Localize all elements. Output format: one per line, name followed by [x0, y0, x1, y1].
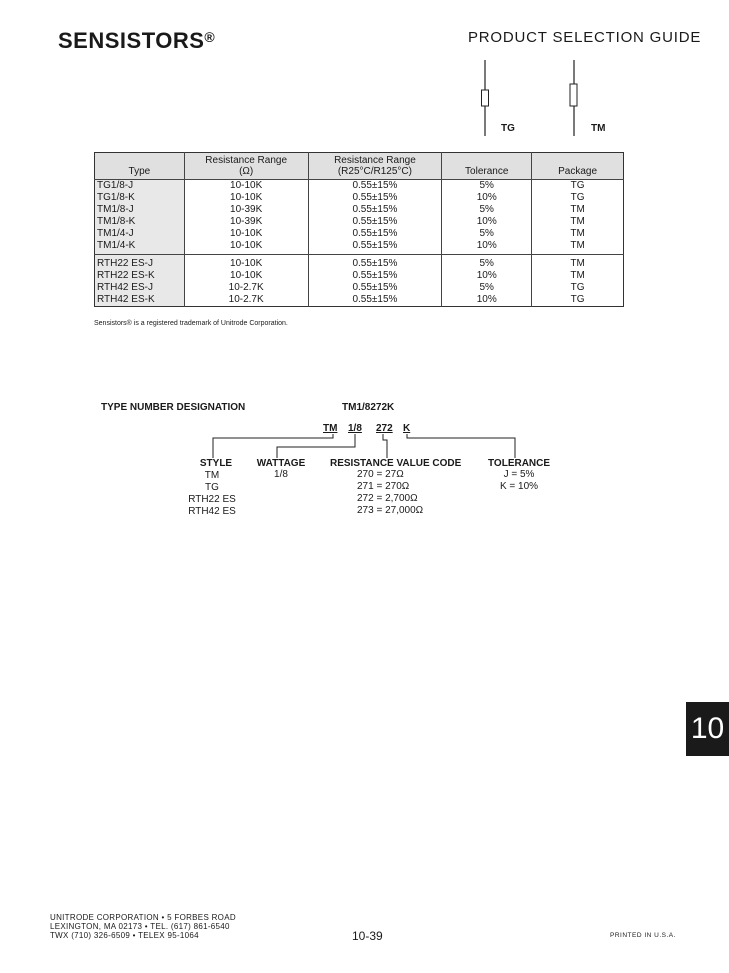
cell-package: TM — [532, 255, 624, 271]
cell-range: 10-39K — [184, 216, 308, 228]
cell-tolerance: 5% — [442, 204, 532, 216]
cell-tolerance: 10% — [442, 216, 532, 228]
cell-package: TM — [532, 270, 624, 282]
cell-ratio: 0.55±15% — [308, 216, 442, 228]
cell-type: RTH42 ES-J — [95, 282, 185, 294]
designation-example: TM1/8272K — [342, 402, 395, 413]
resistance-code-value: 273 = 27,000Ω — [357, 505, 424, 516]
cell-range: 10-2.7K — [184, 294, 308, 307]
table-row — [95, 282, 624, 294]
header-ratio-line2: (R25°C/R125°C) — [337, 166, 412, 177]
cell-package: TG — [532, 294, 624, 307]
cell-type: TM1/8-K — [95, 216, 185, 228]
cell-tolerance: 10% — [442, 192, 532, 204]
cell-range: 10-39K — [184, 204, 308, 216]
registered-mark: ® — [204, 29, 216, 45]
resistance-code-value: 271 = 270Ω — [357, 481, 410, 492]
table-header-row — [95, 153, 624, 180]
header-type: Type — [95, 153, 185, 180]
wattage-heading: WATTAGE — [256, 458, 306, 469]
printed-in: PRINTED IN U.S.A. — [610, 932, 676, 939]
cell-tolerance: 5% — [442, 180, 532, 193]
cell-range: 10-2.7K — [184, 282, 308, 294]
package-drawings — [470, 58, 600, 138]
tg-package-label: TG — [501, 123, 515, 134]
tm-package-label: TM — [591, 123, 606, 134]
cell-ratio: 0.55±15% — [308, 240, 442, 255]
footer-address — [50, 913, 236, 940]
tg-package-drawing — [482, 60, 489, 136]
designation-connector-lines — [205, 434, 525, 460]
resistance-code-column — [330, 458, 462, 517]
header-range-line2: (Ω) — [239, 166, 254, 177]
table-row — [95, 216, 624, 228]
wattage-column — [255, 458, 307, 481]
resistance-code-value: 270 = 27Ω — [357, 469, 404, 480]
style-value: TM — [204, 470, 220, 481]
cell-tolerance: 5% — [442, 282, 532, 294]
cell-type: TG1/8-K — [95, 192, 185, 204]
style-value: TG — [205, 482, 219, 493]
cell-ratio: 0.55±15% — [308, 255, 442, 271]
cell-type: RTH22 ES-K — [95, 270, 185, 282]
footer-line: LEXINGTON, MA 02173 • TEL. (617) 861-6540 — [50, 922, 230, 931]
cell-tolerance: 5% — [442, 228, 532, 240]
code-part-style: TM — [323, 423, 338, 434]
header-resistance-ratio — [308, 153, 442, 180]
code-part-tolerance: K — [403, 423, 411, 434]
table-row — [95, 294, 624, 307]
cell-package: TG — [532, 282, 624, 294]
tolerance-column — [488, 458, 550, 493]
cell-ratio: 0.55±15% — [308, 282, 442, 294]
style-column — [196, 458, 236, 469]
header-package: Package — [532, 153, 624, 180]
cell-type: TM1/4-K — [95, 240, 185, 255]
tolerance-value: K = 10% — [499, 481, 539, 492]
trademark-note: Sensistors® is a registered trademark of Unitrode Corporation. — [94, 320, 288, 327]
table-row — [95, 180, 624, 193]
cell-range: 10-10K — [184, 192, 308, 204]
table-row — [95, 240, 624, 255]
cell-type: TG1/8-J — [95, 180, 185, 193]
footer-line: UNITRODE CORPORATION • 5 FORBES ROAD — [50, 913, 236, 922]
page-number: 10-39 — [352, 929, 383, 943]
cell-package: TM — [532, 240, 624, 255]
cell-ratio: 0.55±15% — [308, 180, 442, 193]
cell-package: TG — [532, 180, 624, 193]
table-row — [95, 192, 624, 204]
cell-type: RTH22 ES-J — [95, 255, 185, 271]
cell-package: TM — [532, 204, 624, 216]
cell-tolerance: 5% — [442, 255, 532, 271]
cell-range: 10-10K — [184, 228, 308, 240]
cell-type: TM1/4-J — [95, 228, 185, 240]
brand-title — [58, 28, 215, 54]
cell-tolerance: 10% — [442, 294, 532, 307]
cell-range: 10-10K — [184, 255, 308, 271]
wattage-value: 1/8 — [274, 469, 288, 480]
cell-ratio: 0.55±15% — [308, 294, 442, 307]
code-part-resistance: 272 — [376, 423, 393, 434]
guide-title: PRODUCT SELECTION GUIDE — [468, 29, 702, 46]
cell-range: 10-10K — [184, 180, 308, 193]
code-part-wattage: 1/8 — [348, 423, 362, 434]
cell-tolerance: 10% — [442, 270, 532, 282]
style-heading: STYLE — [199, 458, 233, 469]
style-values — [176, 470, 248, 518]
cell-type: TM1/8-J — [95, 204, 185, 216]
header-tolerance: Tolerance — [442, 153, 532, 180]
table-row — [95, 255, 624, 271]
footer-line: TWX (710) 326-6509 • TELEX 95-1064 — [50, 931, 199, 940]
cell-ratio: 0.55±15% — [308, 192, 442, 204]
style-value: RTH42 ES — [188, 506, 236, 517]
tm-package-drawing — [570, 60, 577, 136]
resistance-code-value: 272 = 2,700Ω — [357, 493, 418, 504]
header-ratio-line1: Resistance Range — [334, 155, 416, 166]
designation-title: TYPE NUMBER DESIGNATION — [101, 402, 246, 413]
cell-type: RTH42 ES-K — [95, 294, 185, 307]
cell-package: TM — [532, 216, 624, 228]
header-range-line1: Resistance Range — [205, 155, 288, 166]
tolerance-value: J = 5% — [503, 469, 535, 480]
cell-range: 10-10K — [184, 240, 308, 255]
table-row — [95, 204, 624, 216]
header-resistance-range — [184, 153, 308, 180]
cell-ratio: 0.55±15% — [308, 270, 442, 282]
cell-range: 10-10K — [184, 270, 308, 282]
cell-ratio: 0.55±15% — [308, 228, 442, 240]
cell-package: TG — [532, 192, 624, 204]
table-row — [95, 270, 624, 282]
section-tab: 10 — [686, 702, 729, 756]
cell-package: TM — [532, 228, 624, 240]
selection-table — [94, 152, 624, 307]
tolerance-heading: TOLERANCE — [488, 458, 551, 469]
cell-tolerance: 10% — [442, 240, 532, 255]
brand-name: SENSISTORS — [58, 28, 205, 53]
cell-ratio: 0.55±15% — [308, 204, 442, 216]
style-value: RTH22 ES — [188, 494, 236, 505]
table-row — [95, 228, 624, 240]
resistance-code-heading: RESISTANCE VALUE CODE — [330, 458, 462, 469]
